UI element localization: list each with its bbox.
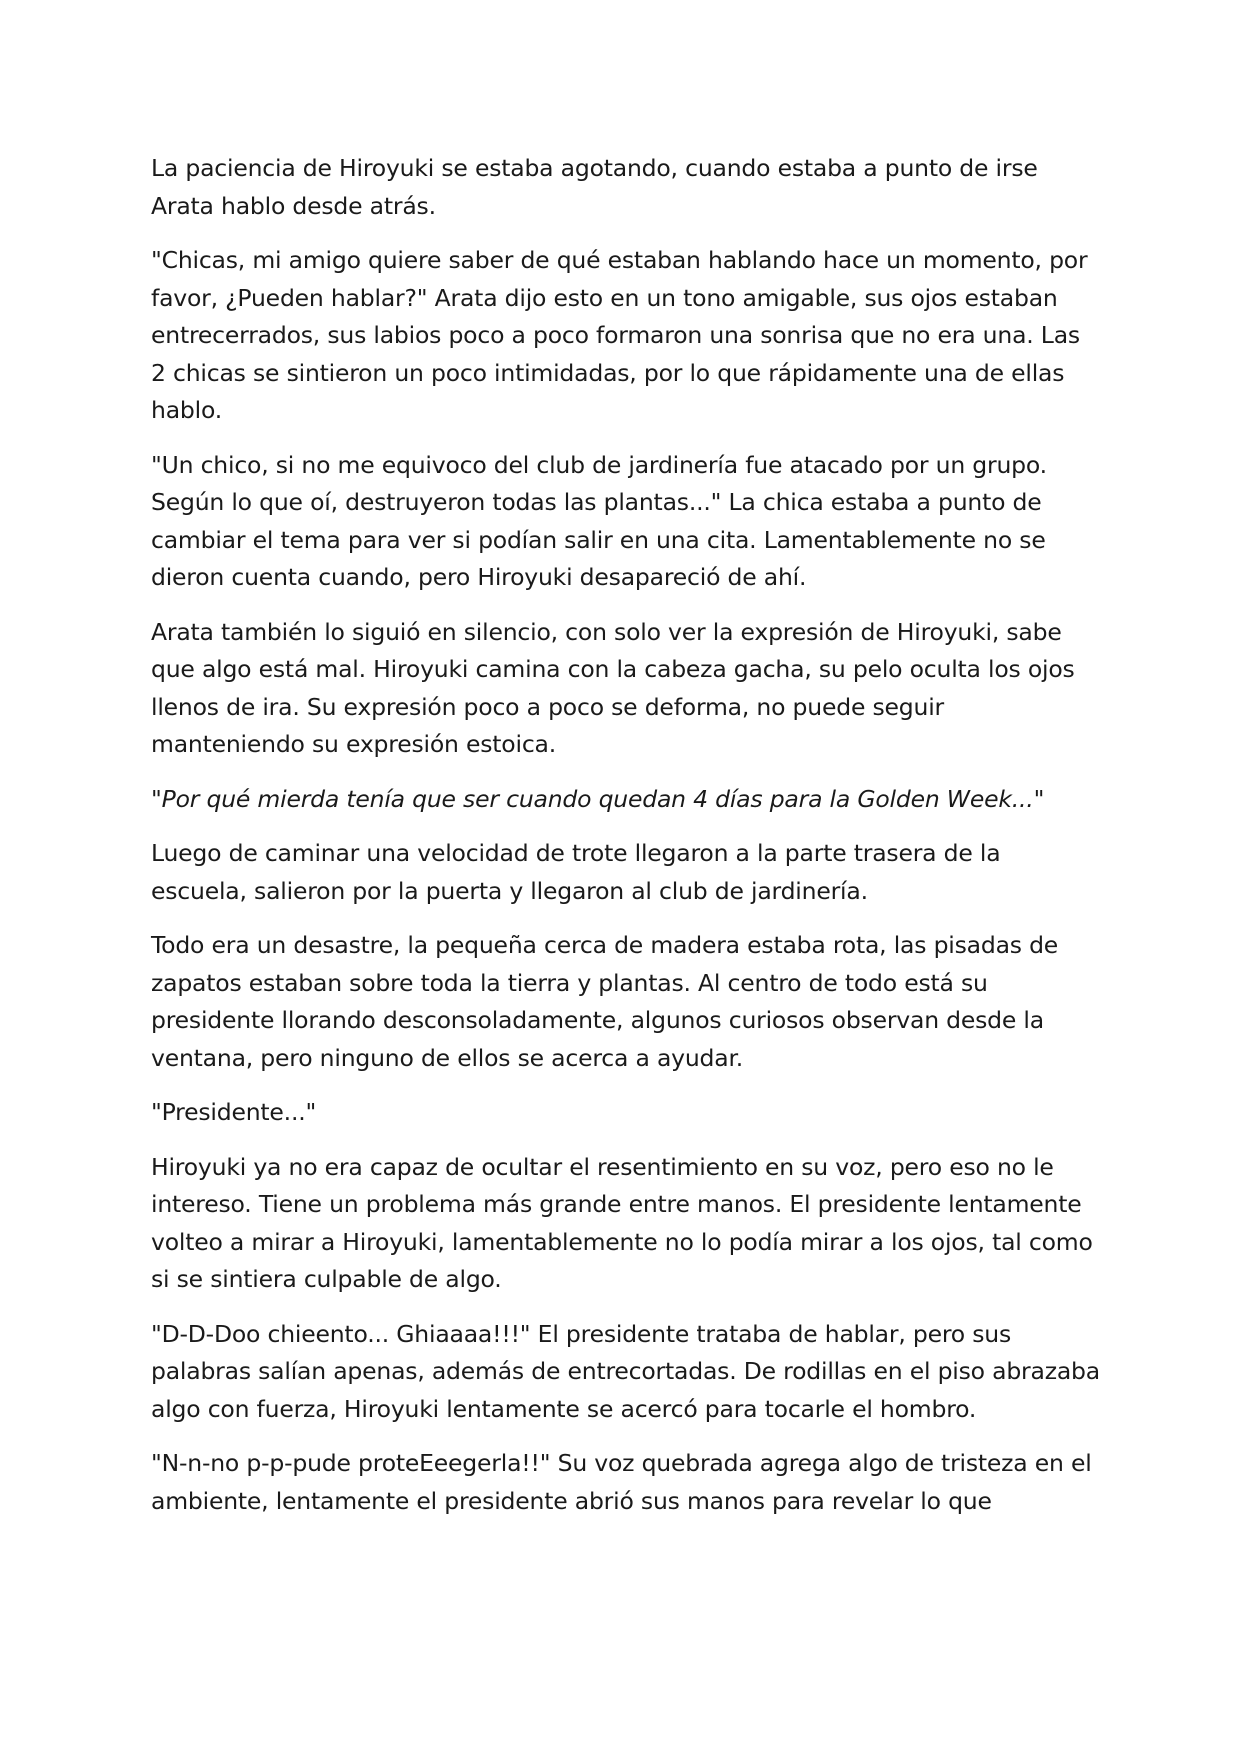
paragraph-4: Arata también lo siguió en silencio, con solo ver la expresión de Hiroyuki, sabe que algo está mal. Hiroyuki camina con la cabeza gacha, su pelo oculta los ojos llenos de ira. Su expresión poco a poco se deforma, no puede seguir manteniendo su expresión estoica.	[151, 617, 1075, 758]
document-body	[151, 150, 1101, 1537]
paragraph-3: "Un chico, si no me equivoco del club de jardinería fue atacado por un grupo. Según lo que oí, destruyeron todas las plantas..." La chica estaba a punto de cambiar el tema para ver si podían salir en una cita. Lamentablemente no se dieron cuenta cuando, pero Hiroyuki desapareció de ahí.	[151, 450, 1047, 591]
paragraph-6: Luego de caminar una velocidad de trote llegaron a la parte trasera de la escuela, salieron por la puerta y llegaron al club de jardinería.	[151, 839, 1001, 905]
paragraph-9: Hiroyuki ya no era capaz de ocultar el resentimiento en su voz, pero eso no le intereso. Tiene un problema más grande entre manos. El presidente lentamente volteo a mirar a Hiroyuki, lamentablemente no lo podía mirar a los ojos, tal como si se sintiera culpable de algo.	[151, 1152, 1093, 1293]
paragraph-8: "Presidente..."	[151, 1098, 317, 1126]
paragraph-11: "N-n-no p-p-pude proteEeegerla!!" Su voz quebrada agrega algo de tristeza en el ambiente, lentamente el presidente abrió sus manos para revelar lo que	[151, 1449, 1092, 1515]
paragraph-2: "Chicas, mi amigo quiere saber de qué estaban hablando hace un momento, por favor, ¿Pueden hablar?" Arata dijo esto en un tono amigable, sus ojos estaban entrecerrados, sus labios poco a poco formaron una sonrisa que no era una. Las 2 chicas se sintieron un poco intimidadas, por lo que rápidamente una de ellas hablo.	[151, 246, 1088, 424]
paragraph-7: Todo era un desastre, la pequeña cerca de madera estaba rota, las pisadas de zapatos estaban sobre toda la tierra y plantas. Al centro de todo está su presidente llorando desconsoladamente, algunos curiosos observan desde la ventana, pero ninguno de ellos se acerca a ayudar.	[151, 931, 1059, 1072]
paragraph-10: "D-D-Doo chieento... Ghiaaaa!!!" El presidente trataba de hablar, pero sus palabras salían apenas, además de entrecortadas. De rodillas en el piso abrazaba algo con fuerza, Hiroyuki lentamente se acercó para tocarle el hombro.	[151, 1319, 1100, 1423]
paragraph-1: La paciencia de Hiroyuki se estaba agotando, cuando estaba a punto de irse Arata hablo desde atrás.	[151, 154, 1038, 220]
paragraph-5-thought: "Por qué mierda tenía que ser cuando quedan 4 días para la Golden Week..."	[151, 784, 1045, 813]
